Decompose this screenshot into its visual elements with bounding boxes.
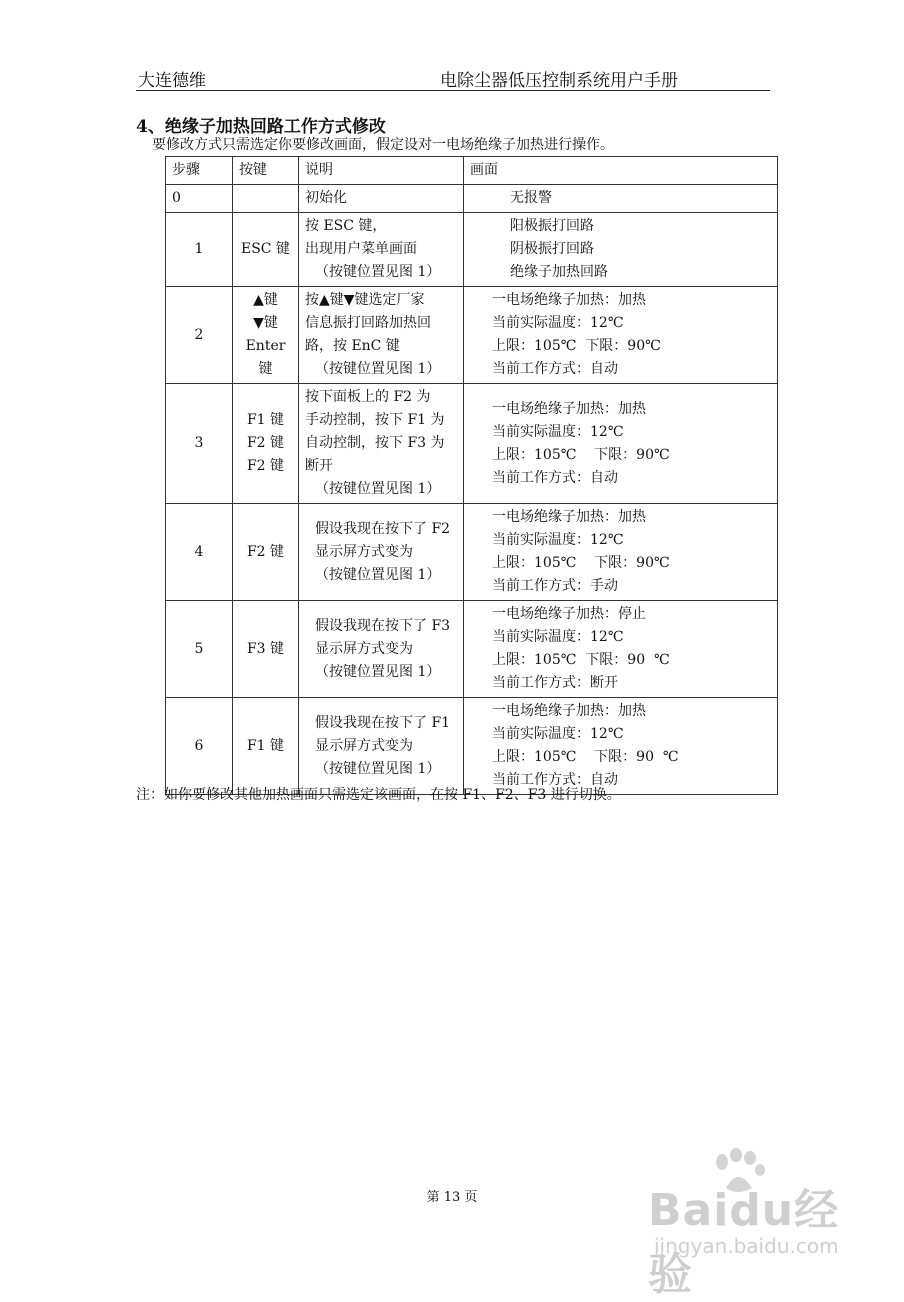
key-cell bbox=[233, 287, 299, 384]
screen-line: 一电场绝缘子加热：加热 bbox=[492, 292, 646, 308]
key-cell bbox=[233, 698, 299, 795]
description-cell bbox=[299, 698, 464, 795]
description-line: （按键位置见图 1） bbox=[315, 663, 441, 680]
table-row bbox=[166, 213, 778, 287]
section-title: 4、绝缘子加热回路工作方式修改 bbox=[136, 117, 386, 137]
description-line: 假设我现在按下了 F1 bbox=[315, 714, 451, 731]
key-cell bbox=[233, 185, 299, 213]
screen-line: 上限：105℃ 下限：90℃ bbox=[492, 338, 661, 354]
page-header bbox=[136, 66, 770, 91]
screen-line: 当前工作方式：手动 bbox=[492, 578, 618, 594]
description-line: 路，按 EnC 键 bbox=[305, 338, 400, 354]
header-description: 说明 bbox=[299, 157, 464, 185]
key-label: 键 bbox=[258, 361, 273, 377]
screen-line: 无报警 bbox=[510, 190, 552, 206]
description-line: 显示屏方式变为 bbox=[315, 640, 413, 657]
table-row bbox=[166, 698, 778, 795]
step-number: 0 bbox=[166, 185, 233, 213]
description-line: （按键位置见图 1） bbox=[315, 481, 441, 497]
screen-line: 阳极振打回路 bbox=[510, 218, 594, 234]
screen-cell bbox=[464, 504, 778, 601]
table-row bbox=[166, 185, 778, 213]
description-line: 按▲键▼键选定厂家 bbox=[305, 292, 425, 308]
screen-line: 绝缘子加热回路 bbox=[510, 264, 608, 280]
baidu-watermark bbox=[648, 1148, 878, 1300]
company-name: 大连德维 bbox=[138, 71, 206, 91]
description-line: 手动控制，按下 F1 为 bbox=[305, 412, 445, 428]
key-cell bbox=[233, 213, 299, 287]
description-cell bbox=[299, 384, 464, 504]
key-label: ESC 键 bbox=[241, 241, 290, 257]
description-line: （按键位置见图 1） bbox=[315, 361, 441, 377]
description-cell bbox=[299, 601, 464, 698]
key-cell bbox=[233, 504, 299, 601]
screen-line: 当前工作方式：自动 bbox=[492, 469, 618, 486]
key-label: F1 键 bbox=[246, 412, 285, 428]
description-cell bbox=[299, 185, 464, 213]
key-label: F3 键 bbox=[246, 640, 285, 657]
screen-line: 阴极振打回路 bbox=[510, 241, 594, 257]
screen-cell bbox=[464, 384, 778, 504]
screen-cell bbox=[464, 698, 778, 795]
key-label: ▲键 bbox=[253, 292, 278, 308]
step-number: 4 bbox=[166, 504, 233, 601]
description-line: 出现用户菜单画面 bbox=[305, 241, 417, 257]
step-number: 6 bbox=[166, 698, 233, 795]
screen-line: 当前实际温度：12℃ bbox=[492, 629, 624, 645]
operation-steps-table bbox=[165, 156, 778, 795]
header-key: 按键 bbox=[233, 157, 299, 185]
screen-line: 当前实际温度：12℃ bbox=[492, 726, 624, 742]
watermark-brand: Baidu经验 bbox=[648, 1185, 840, 1300]
description-line: 假设我现在按下了 F2 bbox=[315, 520, 451, 537]
header-step: 步骤 bbox=[166, 157, 233, 185]
manual-title: 电除尘器低压控制系统用户手册 bbox=[440, 71, 678, 91]
table-row bbox=[166, 601, 778, 698]
key-cell bbox=[233, 601, 299, 698]
description-line: （按键位置见图 1） bbox=[315, 566, 441, 583]
step-number: 2 bbox=[166, 287, 233, 384]
key-label: ▼键 bbox=[253, 315, 278, 331]
description-line: 断开 bbox=[305, 458, 333, 474]
table-body bbox=[166, 185, 778, 795]
key-label: Enter bbox=[245, 338, 286, 354]
description-line: 初始化 bbox=[305, 190, 347, 206]
watermark-url: jingyan.baidu.com bbox=[654, 1234, 839, 1258]
description-line: 显示屏方式变为 bbox=[315, 543, 413, 560]
screen-line: 一电场绝缘子加热：停止 bbox=[492, 606, 646, 622]
table-row bbox=[166, 504, 778, 601]
description-line: 显示屏方式变为 bbox=[315, 737, 413, 754]
screen-cell bbox=[464, 287, 778, 384]
key-label: F2 键 bbox=[246, 458, 285, 474]
description-cell bbox=[299, 287, 464, 384]
screen-line: 当前工作方式：自动 bbox=[492, 361, 618, 377]
description-line: 按下面板上的 F2 为 bbox=[305, 389, 431, 405]
description-line: 自动控制，按下 F3 为 bbox=[305, 435, 445, 451]
screen-line: 一电场绝缘子加热：加热 bbox=[492, 400, 646, 417]
screen-line: 当前实际温度：12℃ bbox=[492, 423, 624, 440]
intro-text: 要修改方式只需选定你要修改画面，假定设对一电场绝缘子加热进行操作。 bbox=[152, 137, 614, 153]
screen-cell bbox=[464, 601, 778, 698]
screen-line: 上限：105℃ 下限：90 ℃ bbox=[492, 749, 679, 765]
header-screen: 画面 bbox=[464, 157, 778, 185]
screen-line: 当前实际温度：12℃ bbox=[492, 532, 624, 548]
description-line: （按键位置见图 1） bbox=[315, 264, 441, 280]
step-number: 3 bbox=[166, 384, 233, 504]
step-number: 1 bbox=[166, 213, 233, 287]
description-line: （按键位置见图 1） bbox=[315, 760, 441, 777]
screen-line: 当前工作方式：断开 bbox=[492, 675, 618, 691]
table-row bbox=[166, 384, 778, 504]
screen-line: 一电场绝缘子加热：加热 bbox=[492, 703, 646, 719]
description-cell bbox=[299, 213, 464, 287]
description-line: 信息振打回路加热回 bbox=[305, 315, 431, 331]
screen-line: 当前实际温度：12℃ bbox=[492, 315, 624, 331]
screen-cell bbox=[464, 213, 778, 287]
description-line: 按 ESC 键， bbox=[305, 218, 387, 234]
screen-line: 上限：105℃ 下限：90℃ bbox=[492, 446, 670, 463]
step-number: 5 bbox=[166, 601, 233, 698]
screen-line: 一电场绝缘子加热：加热 bbox=[492, 509, 646, 525]
table-row bbox=[166, 287, 778, 384]
key-label: F2 键 bbox=[246, 435, 285, 451]
footnote: 注：如你要修改其他加热画面只需选定该画面，在按 F1、F2、F3 进行切换。 bbox=[136, 787, 621, 803]
table-header-row bbox=[166, 157, 778, 185]
screen-line: 当前工作方式：自动 bbox=[492, 772, 618, 788]
page-number: 第 13 页 bbox=[426, 1190, 478, 1205]
screen-line: 上限：105℃ 下限：90℃ bbox=[492, 555, 670, 571]
description-line: 假设我现在按下了 F3 bbox=[315, 617, 451, 634]
description-cell bbox=[299, 504, 464, 601]
screen-cell bbox=[464, 185, 778, 213]
key-label: F1 键 bbox=[246, 737, 285, 754]
screen-line: 上限：105℃ 下限：90 ℃ bbox=[492, 652, 670, 668]
key-cell bbox=[233, 384, 299, 504]
key-label: F2 键 bbox=[246, 543, 285, 560]
